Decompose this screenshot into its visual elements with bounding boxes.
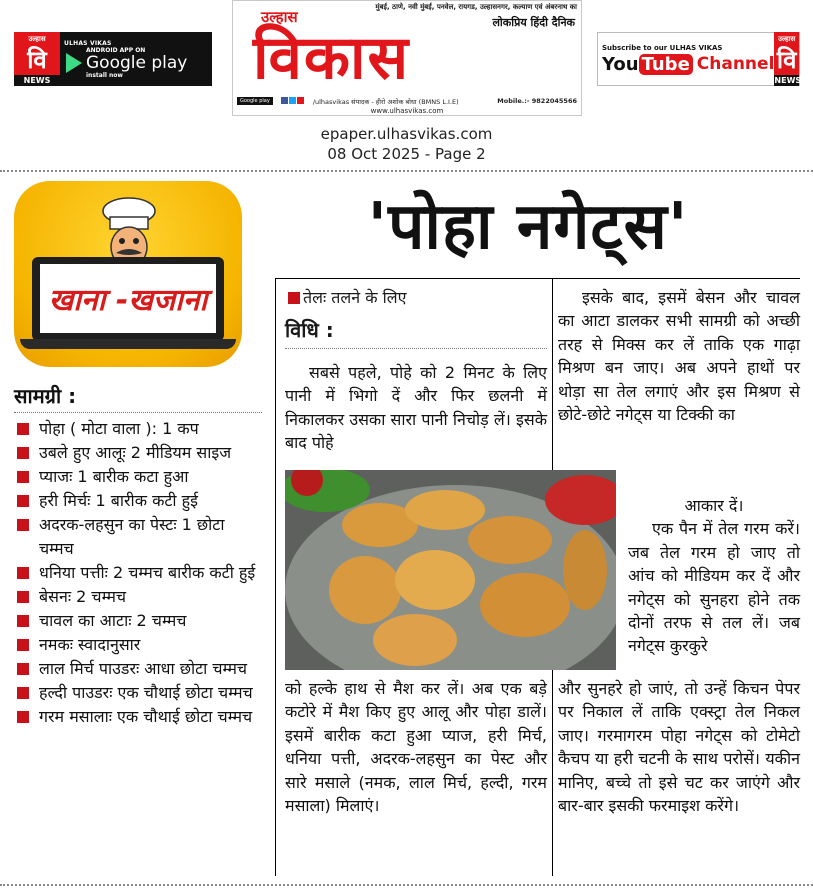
method-paragraph-3-end: आकार दें। xyxy=(684,496,744,515)
google-play-badge[interactable] xyxy=(14,32,212,86)
ingredient-item: प्याजः 1 बारीक कटा हुआ xyxy=(14,465,262,489)
method-column-right xyxy=(558,286,800,426)
logo-top-text: उल्हास xyxy=(28,35,46,43)
method-paragraph-1: सबसे पहले, पोहे को 2 मिनट के लिए पानी में भिगो दें और फिर छलनी में निकालकर उसका सारा पानी निचोड़ लें। इसके बाद पोहे xyxy=(285,363,547,453)
ingredients-heading: सामग्री : xyxy=(14,382,262,413)
ingredient-item: हल्दी पाउडरः एक चौथाई छोटा चम्मच xyxy=(14,681,262,705)
epaper-site[interactable]: epaper.ulhasvikas.com xyxy=(320,125,493,143)
method-column-right-wrapped xyxy=(628,494,800,658)
ingredient-item: लाल मिर्च पाउडरः आधा छोटा चम्मच xyxy=(14,657,262,681)
top-divider xyxy=(0,170,813,172)
logo-top-text: उल्हास xyxy=(778,35,796,43)
ingredient-item: बेसनः 2 चम्मच xyxy=(14,585,262,609)
ulhas-vikas-news-logo-right xyxy=(774,32,802,86)
ingredients-column xyxy=(14,382,262,729)
masthead-handle: /ulhasvikas संपादक - हीरो अशोक बोधा (BMNS L.I.E) xyxy=(312,97,459,106)
method-column-middle xyxy=(285,286,547,455)
method-column-middle-bottom xyxy=(285,677,547,817)
youtube-you: You xyxy=(602,53,639,75)
bottom-divider xyxy=(0,884,813,886)
ingredient-item: हरी मिर्चः 1 बारीक कटी हुई xyxy=(14,489,262,513)
masthead-cities: मुंबई, ठाणे, नवी मुंबई, पनवेल, रायगड, उल्हासनगर, कल्याण एवं अंबरनाथ का xyxy=(375,3,577,11)
facebook-icon xyxy=(281,97,288,104)
column-rule-right-bottom xyxy=(552,670,553,876)
ulhas-vikas-news-logo xyxy=(14,32,60,86)
method-paragraph-3: इसके बाद, इसमें बेसन और चावल का आटा डालकर सभी सामग्री को अच्छी तरह से मिक्स कर लें ताकि एक गाढ़ा मिश्रण बन जाए। अब अपने हाथों पर थोड़ा सा तेल लगाएं और इस मिश्रण से छोटे-छोटे नगेट्स या टिक्की का xyxy=(558,288,800,425)
khana-khazana-title: खाना -खजाना xyxy=(48,283,208,318)
khana-khazana-icon xyxy=(14,181,242,367)
android-app-text: ANDROID APP ON xyxy=(86,46,146,54)
masthead-url[interactable]: www.ulhasvikas.com xyxy=(370,107,444,115)
masthead-google-play[interactable]: Google play xyxy=(237,97,273,105)
social-icons xyxy=(281,97,305,106)
poha-nuggets-photo xyxy=(285,470,616,670)
ingredients-list xyxy=(14,417,262,729)
youtube-tube: Tube xyxy=(639,54,693,75)
logo-letter: वि xyxy=(27,46,47,74)
subscribe-text: Subscribe to our ULHAS VIKAS xyxy=(602,43,723,52)
masthead xyxy=(232,0,582,116)
brand-small-text: ULHAS VIKAS xyxy=(64,39,112,47)
ingredient-item: अदरक-लहसुन का पेस्टः 1 छोटा चम्मच xyxy=(14,513,262,561)
logo-news-text: NEWS xyxy=(774,76,802,85)
youtube-channel: Channel xyxy=(696,54,775,74)
ingredient-item: गरम मसालाः एक चौथाई छोटा चम्मच xyxy=(14,705,262,729)
ingredient-item: नमकः स्वादानुसार xyxy=(14,633,262,657)
install-now-text: install now xyxy=(86,71,123,79)
method-paragraph-5: और सुनहरे हो जाएं, तो उन्हें किचन पेपर पर निकाल लें ताकि एक्स्ट्रा तेल निकल जाए। गरमागरम पोहा नगेट्स को टोमेटो कैचप या हरी चटनी के साथ परोसें। यकीन मानिए, बच्चे तो इसे चट कर जाएंगे और बार-बार इसकी फरमाइश करेंगे। xyxy=(558,679,800,816)
date-page: 08 Oct 2025 - Page 2 xyxy=(327,145,486,163)
ingredient-item: चावल का आटाः 2 चम्मच xyxy=(14,609,262,633)
youtube-icon xyxy=(297,97,304,104)
logo-letter: वि xyxy=(776,46,797,74)
column-rule-left xyxy=(275,278,276,876)
method-heading: विधि : xyxy=(285,316,547,349)
youtube-channel-badge[interactable] xyxy=(597,32,800,86)
ingredient-item: पोहा ( मोटा वाला ): 1 कप xyxy=(14,417,262,441)
laptop-screen xyxy=(32,257,224,341)
column-rule-right-top xyxy=(552,278,553,470)
oil-ingredient: तेलः तलने के लिए xyxy=(285,286,547,310)
google-play-icon xyxy=(66,53,82,73)
masthead-title: विकास xyxy=(253,23,411,93)
ingredient-item: धनिया पत्तीः 2 चम्मच बारीक कटी हुई xyxy=(14,561,262,585)
nuggets-plate-image xyxy=(285,470,616,670)
masthead-tagline: लोकप्रिय हिंदी दैनिक xyxy=(492,16,575,29)
logo-news-text: NEWS xyxy=(14,75,60,86)
laptop-base xyxy=(20,339,236,349)
newspaper-header xyxy=(0,0,813,120)
method-paragraph-2: को हल्के हाथ से मैश कर लें। अब एक बड़े कटोरे में मैश किए हुए आलू और पोहा डालें। इसमें बारीक कटा हुआ प्याज, हरी मिर्च, धनिया पत्ती, अदरक-लहसुन का पेस्ट और सारे मसाले (नमक, लाल मिर्च, हल्दी, गरम मसाला) मिलाएं। xyxy=(285,679,547,816)
masthead-info-bar xyxy=(233,95,581,107)
article-headline: 'पोहा नगेट्स' xyxy=(367,190,689,264)
masthead-mobile: Mobile.:- 9822045566 xyxy=(497,97,577,105)
method-column-right-bottom xyxy=(558,677,800,817)
twitter-icon xyxy=(289,97,296,104)
method-paragraph-4: एक पैन में तेल गरम करें। जब तेल गरम हो जाए तो आंच को मीडियम कर दें और नगेट्स को सुनहरा होने तक दोनों तरफ से तल लें। जब नगेट्स कुरकुरे xyxy=(628,519,800,656)
google-play-text: Google play xyxy=(86,52,188,73)
ingredient-item: उबले हुए आलूः 2 मीडियम साइज xyxy=(14,441,262,465)
column-top-rule xyxy=(276,278,800,279)
masthead-ulhas: उल्हास xyxy=(261,8,298,26)
